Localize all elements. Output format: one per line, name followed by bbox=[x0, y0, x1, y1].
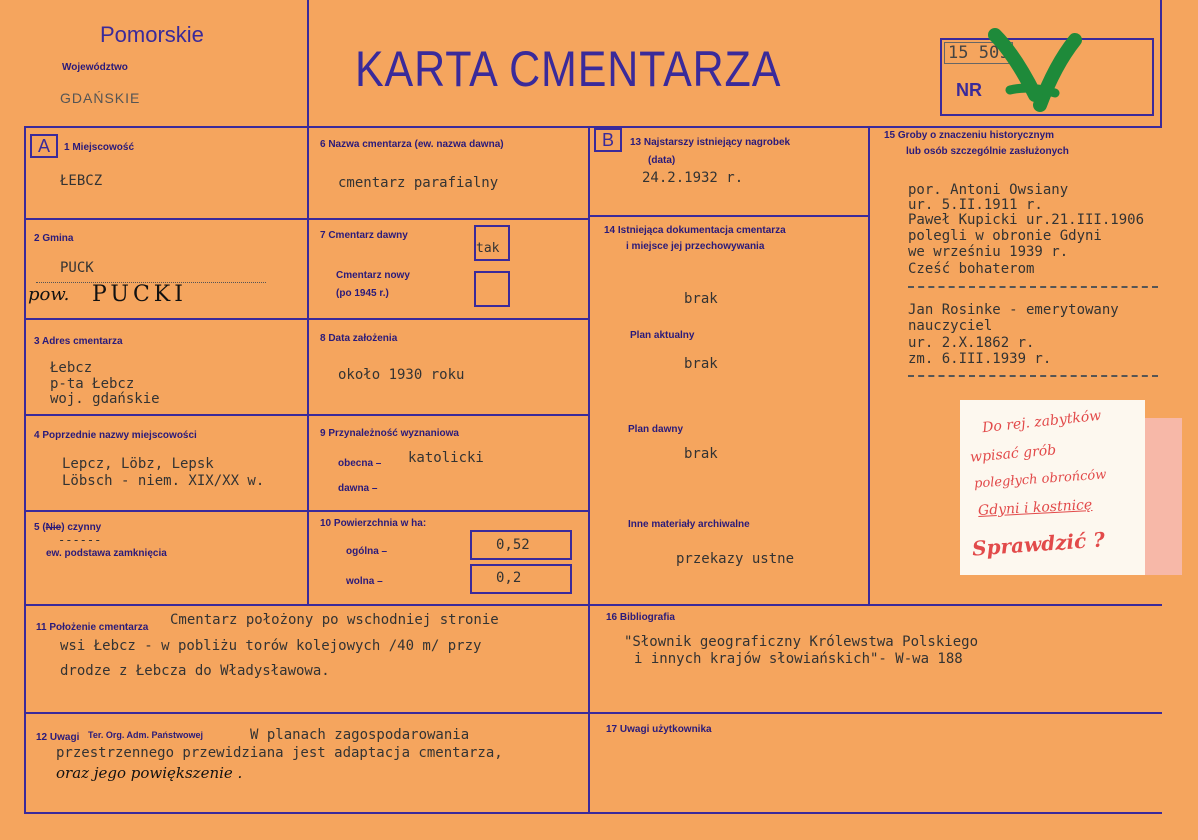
field-12-label-small: Ter. Org. Adm. Państwowej bbox=[88, 730, 204, 740]
field-15-line: Cześć bohaterom bbox=[908, 261, 1035, 277]
field-9-current-value: katolicki bbox=[408, 450, 484, 466]
divider bbox=[588, 126, 590, 814]
dashed-separator bbox=[908, 375, 1158, 377]
field-15-line: we wrześniu 1939 r. bbox=[908, 244, 1069, 260]
field-15-line: polegli w obronie Gdyni bbox=[908, 228, 1102, 244]
other-materials-label: Inne materiały archiwalne bbox=[628, 519, 750, 530]
dashed-separator bbox=[908, 286, 1158, 288]
field-15-line: Jan Rosinke - emerytowany bbox=[908, 302, 1119, 318]
divider bbox=[868, 126, 870, 606]
voivodeship-label: Województwo bbox=[62, 62, 128, 73]
field-8-label: 8 Data założenia bbox=[320, 333, 398, 344]
plan-current-value: brak bbox=[684, 356, 718, 372]
field-2-label: 2 Gmina bbox=[34, 233, 74, 244]
field-16-line: "Słownik geograficzny Królewstwa Polskiego bbox=[624, 634, 979, 650]
field-12-line: przestrzennego przewidziana jest adaptacja cmentarza, bbox=[56, 745, 503, 761]
divider bbox=[24, 510, 590, 512]
field-9-current-label: obecna – bbox=[338, 458, 382, 469]
field-10-total-value: 0,52 bbox=[496, 537, 530, 553]
plan-old-label: Plan dawny bbox=[628, 424, 684, 435]
field-6-label: 6 Nazwa cmentarza (ew. nazwa dawna) bbox=[320, 139, 504, 150]
field-13-value: 24.2.1932 r. bbox=[642, 170, 744, 186]
note-line: Gdyni i kostnicę bbox=[977, 497, 1093, 519]
field-12-label: 12 Uwagi bbox=[36, 732, 80, 743]
field-15-line: por. Antoni Owsiany bbox=[908, 182, 1069, 198]
nr-label: NR bbox=[956, 80, 982, 100]
field-13-sub: (data) bbox=[648, 155, 676, 166]
plan-old-value: brak bbox=[684, 446, 718, 462]
field-3-label: 3 Adres cmentarza bbox=[34, 336, 123, 347]
field-11-line: Cmentarz położony po wschodniej stronie bbox=[170, 612, 499, 628]
field-7-new-sub: (po 1945 r.) bbox=[336, 288, 389, 299]
note-line: wpisać grób bbox=[969, 442, 1057, 466]
field-16-line: i innych krajów słowiańskich"- W-wa 188 bbox=[634, 651, 963, 667]
page-title: KARTA CMENTARZA bbox=[355, 41, 782, 97]
field-14-sub: i miejsce jej przechowywania bbox=[626, 241, 765, 252]
checkbox-old-value: tak bbox=[476, 241, 500, 256]
field-14-label: 14 Istniejąca dokumentacja cmentarza bbox=[604, 225, 786, 236]
note-line: poległych obrońców bbox=[973, 467, 1107, 492]
field-11-line: drodze z Łebcza do Władysławowa. bbox=[60, 663, 330, 679]
field-7-new-label: Cmentarz nowy bbox=[336, 270, 410, 281]
section-b-badge: B bbox=[594, 128, 622, 152]
section-a-badge: A bbox=[30, 134, 58, 158]
field-15-line: ur. 5.II.1911 r. bbox=[908, 197, 1043, 213]
field-12-line: W planach zagospodarowania bbox=[250, 727, 470, 743]
stamp-number: 15 509 bbox=[944, 42, 1013, 64]
divider bbox=[24, 712, 1162, 714]
divider bbox=[24, 604, 1162, 606]
field-7-old-label: 7 Cmentarz dawny bbox=[320, 230, 408, 241]
voivodeship-value: Pomorskie bbox=[100, 22, 204, 47]
field-5-label: 5 (Nie) czynny bbox=[34, 522, 102, 533]
sticky-note bbox=[960, 400, 1145, 575]
divider bbox=[24, 218, 590, 220]
field-13-label: 13 Najstarszy istniejący nagrobek bbox=[630, 137, 791, 148]
divider bbox=[24, 812, 1162, 814]
field-12-line: oraz jego powiększenie . bbox=[56, 764, 243, 782]
field-10-label: 10 Powierzchnia w ha: bbox=[320, 518, 427, 529]
divider bbox=[588, 215, 870, 217]
divider bbox=[307, 0, 309, 128]
field-15-line: zm. 6.III.1939 r. bbox=[908, 351, 1052, 367]
field-9-former-label: dawna – bbox=[338, 483, 378, 494]
field-4-line: Löbsch - niem. XIX/XX w. bbox=[62, 473, 265, 489]
voivodeship-old: GDAŃSKIE bbox=[60, 90, 141, 106]
sticky-note-tab bbox=[1145, 418, 1182, 575]
field-17-label: 17 Uwagi użytkownika bbox=[606, 724, 712, 735]
divider bbox=[1160, 0, 1162, 128]
field-1-value: ŁEBCZ bbox=[60, 173, 103, 189]
field-15-sub: lub osób szczególnie zasłużonych bbox=[906, 146, 1069, 157]
field-3-line: woj. gdańskie bbox=[50, 391, 160, 407]
divider bbox=[307, 126, 309, 606]
divider bbox=[24, 414, 590, 416]
field-3-line: Łebcz bbox=[50, 360, 93, 376]
field-4-label: 4 Poprzednie nazwy miejscowości bbox=[34, 430, 197, 441]
field-5-sub: ew. podstawa zamknięcia bbox=[46, 548, 167, 559]
field-2-pow-label: pow. bbox=[28, 284, 70, 305]
divider bbox=[24, 318, 590, 320]
field-1-label: 1 Miejscowość bbox=[64, 142, 135, 153]
field-15-line: ur. 2.X.1862 r. bbox=[908, 335, 1035, 351]
other-materials-value: przekazy ustne bbox=[676, 551, 795, 567]
field-2-value: PUCK bbox=[60, 260, 94, 276]
field-5-dashes: ------ bbox=[58, 533, 102, 547]
field-2-pow-value: PUCKI bbox=[92, 282, 187, 307]
field-4-line: Lepcz, Löbz, Lepsk bbox=[62, 456, 214, 472]
field-11-label: 11 Położenie cmentarza bbox=[36, 622, 149, 633]
field-6-value: cmentarz parafialny bbox=[338, 175, 499, 191]
field-16-label: 16 Bibliografia bbox=[606, 612, 675, 623]
field-15-line: nauczyciel bbox=[908, 318, 993, 334]
note-line: Sprawdzić ? bbox=[971, 527, 1106, 561]
field-9-label: 9 Przynależność wyznaniowa bbox=[320, 428, 459, 439]
field-10-free-value: 0,2 bbox=[496, 570, 522, 586]
field-14-value: brak bbox=[684, 291, 718, 307]
green-marker-mark bbox=[985, 25, 1095, 115]
field-3-line: p-ta Łebcz bbox=[50, 376, 135, 392]
field-15-label: 15 Groby o znaczeniu historycznym bbox=[884, 130, 1055, 141]
field-15-line: Paweł Kupicki ur.21.III.1906 bbox=[908, 212, 1145, 228]
checkbox-new bbox=[474, 271, 510, 307]
note-line: Do rej. zabytków bbox=[981, 407, 1102, 437]
plan-current-label: Plan aktualny bbox=[630, 330, 695, 341]
field-11-line: wsi Łebcz - w pobliżu torów kolejowych /40 m/ przy bbox=[60, 638, 482, 654]
divider bbox=[24, 126, 26, 814]
field-8-value: około 1930 roku bbox=[338, 367, 465, 383]
field-10-total-label: ogólna – bbox=[346, 546, 388, 557]
divider bbox=[24, 126, 1162, 128]
field-10-free-label: wolna – bbox=[346, 576, 383, 587]
